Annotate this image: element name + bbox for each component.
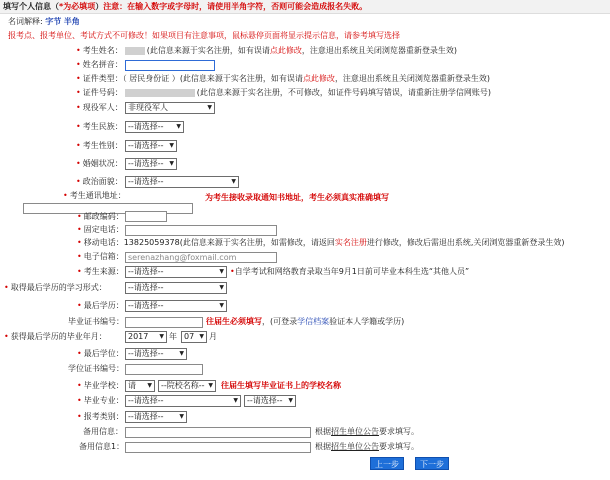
- edit-idtype-link[interactable]: 点此修改: [302, 74, 335, 83]
- source-select[interactable]: --请选择-- ▼: [125, 266, 227, 278]
- last-degree-label: • 最后学位：: [77, 349, 124, 358]
- address-note: 为考生接收录取通知书地址，考生必须真实准确填写: [205, 193, 389, 202]
- chevron-down-icon: ▼: [176, 123, 181, 130]
- marital-select[interactable]: --请选择-- ▼: [125, 158, 177, 170]
- idno-value-masked: [125, 89, 195, 97]
- year-unit: 年: [169, 332, 177, 341]
- chevron-down-icon: ▼: [233, 397, 238, 404]
- chevron-down-icon: ▼: [159, 333, 164, 340]
- last-degree-select[interactable]: --请选择-- ▼: [125, 348, 187, 360]
- school-note: 往届生填写毕业证书上的学校名称: [221, 381, 341, 390]
- cert-no-label: 毕业证书编号：: [68, 317, 124, 326]
- school-province-select[interactable]: 请 ▼: [125, 380, 155, 392]
- announcement-link-1[interactable]: 招生单位公告: [331, 427, 379, 436]
- grad-date-label: • 获得最后学历的毕业年月：: [4, 332, 107, 341]
- phone-label: • 固定电话：: [77, 225, 124, 234]
- exam-type-label: • 报考类别：: [77, 412, 124, 421]
- school-label: • 毕业学校：: [77, 381, 124, 390]
- month-unit: 月: [209, 332, 217, 341]
- study-form-label: • 取得最后学历的学习形式：: [4, 283, 107, 292]
- chevron-down-icon: ▼: [179, 413, 184, 420]
- announcement-link-2[interactable]: 招生单位公告: [331, 442, 379, 451]
- cert-no-note: 往届生必须填写，(可登录学信档案验证本人学籍或学历): [206, 317, 405, 326]
- chevron-down-icon: ▼: [179, 350, 184, 357]
- term-link-halfwidth[interactable]: 半角: [63, 17, 80, 26]
- chevron-down-icon: ▼: [208, 382, 213, 389]
- idno-row: • 证件号码： (此信息来源于实名注册，不可修改，如证件号码填写错误，请重新注册学信网账号): [76, 88, 491, 97]
- form-title: 填写个人信息（*为必填项）注意：在输入数字或字母时，请使用半角字符，否则可能会造成报名失败。: [3, 2, 368, 11]
- major-label: • 毕业专业：: [77, 396, 124, 405]
- source-label: • 考生来源：: [77, 267, 124, 276]
- degree-cert-label: 学位证书编号：: [68, 364, 124, 373]
- email-label: • 电子信箱：: [77, 252, 124, 261]
- xuexin-archive-link[interactable]: 学信档案: [297, 317, 330, 326]
- military-select[interactable]: 非现役军人 ▼: [125, 102, 215, 114]
- name-row: • 考生姓名： (此信息来源于实名注册，如有误请点此修改，注意退出系统且关闭浏览器重新登录生效): [76, 46, 457, 55]
- school-name-select[interactable]: --院校名称-- ▼: [158, 380, 216, 392]
- grad-year-select[interactable]: 2017 ▼: [125, 331, 167, 343]
- backup2-note: 根据招生单位公告要求填写。: [315, 442, 419, 451]
- major-category-select[interactable]: --请选择-- ▼: [125, 395, 241, 407]
- mobile-row: • 移动电话：13825059378(此信息来源于实名注册，如需修改，请返回实名注册进行修改，修改后需退出系统,关闭浏览器重新登录生效): [77, 238, 565, 247]
- political-select[interactable]: --请选择-- ▼: [125, 176, 239, 188]
- degree-cert-input[interactable]: [125, 364, 203, 375]
- chevron-down-icon: ▼: [219, 302, 224, 309]
- backup2-input[interactable]: [125, 442, 311, 453]
- political-label: • 政治面貌：: [76, 177, 123, 186]
- major-name-select[interactable]: --请选择-- ▼: [244, 395, 296, 407]
- next-step-button[interactable]: 下一步: [415, 457, 449, 470]
- mobile-value: 13825059378: [123, 238, 180, 247]
- backup1-note: 根据招生单位公告要求填写。: [315, 427, 419, 436]
- chevron-down-icon: ▼: [169, 160, 174, 167]
- half-width-warning: 注意：在输入数字或字母时，请使用半角字符，否则可能会造成报名失败。: [103, 2, 368, 11]
- term-explanation: 名词解释: 字节 半角: [8, 17, 80, 26]
- backup1-input[interactable]: [125, 427, 311, 438]
- chevron-down-icon: ▼: [219, 268, 224, 275]
- pinyin-label: • 姓名拼音：: [76, 60, 123, 69]
- real-name-link[interactable]: 实名注册: [334, 238, 367, 247]
- chevron-down-icon: ▼: [231, 178, 236, 185]
- exam-type-select[interactable]: --请选择-- ▼: [125, 411, 187, 423]
- phone-input[interactable]: [125, 225, 277, 236]
- edit-name-link[interactable]: 点此修改: [269, 46, 302, 55]
- last-edu-label: • 最后学历：: [77, 301, 124, 310]
- cert-no-input[interactable]: [125, 317, 203, 328]
- postcode-input[interactable]: [125, 211, 167, 222]
- prev-step-button[interactable]: 上一步: [370, 457, 404, 470]
- military-label: • 现役军人：: [76, 103, 123, 112]
- chevron-down-icon: ▼: [147, 382, 152, 389]
- chevron-down-icon: ▼: [199, 333, 204, 340]
- backup1-label: 备用信息：: [83, 427, 123, 436]
- chevron-down-icon: ▼: [207, 104, 212, 111]
- pinyin-input[interactable]: [125, 60, 215, 71]
- email-input[interactable]: serenazhang@foxmail.com: [125, 252, 277, 263]
- idtype-row: • 证件类型：（ 居民身份证 ）(此信息来源于实名注册，如有误请点此修改，注意退出系统且关闭浏览器重新登录生效): [76, 74, 491, 83]
- gender-select[interactable]: --请选择-- ▼: [125, 140, 177, 152]
- chevron-down-icon: ▼: [288, 397, 293, 404]
- ethnic-label: • 考生民族：: [76, 122, 123, 131]
- chevron-down-icon: ▼: [219, 284, 224, 291]
- postcode-label: • 邮政编码：: [77, 212, 124, 221]
- backup2-label: 备用信息1：: [79, 442, 125, 451]
- address-label: • 考生通讯地址：: [63, 191, 126, 200]
- gender-label: • 考生性别：: [76, 141, 123, 150]
- form-note: 报考点、报考单位、考试方式不可修改！如果项目有注意事项，鼠标悬停页面将显示提示信息，请参考填写选择: [8, 31, 400, 40]
- chevron-down-icon: ▼: [169, 142, 174, 149]
- name-value-masked: [125, 47, 145, 55]
- grad-month-select[interactable]: 07 ▼: [181, 331, 207, 343]
- ethnic-select[interactable]: --请选择-- ▼: [125, 121, 184, 133]
- marital-label: • 婚姻状况：: [76, 159, 123, 168]
- term-link-byte[interactable]: 字节: [45, 17, 62, 26]
- last-edu-select[interactable]: --请选择-- ▼: [125, 300, 227, 312]
- source-note: •自学考试和网络教育录取当年9月1日前可毕业本科生选“其他人员”: [230, 267, 470, 276]
- study-form-select[interactable]: --请选择-- ▼: [125, 282, 227, 294]
